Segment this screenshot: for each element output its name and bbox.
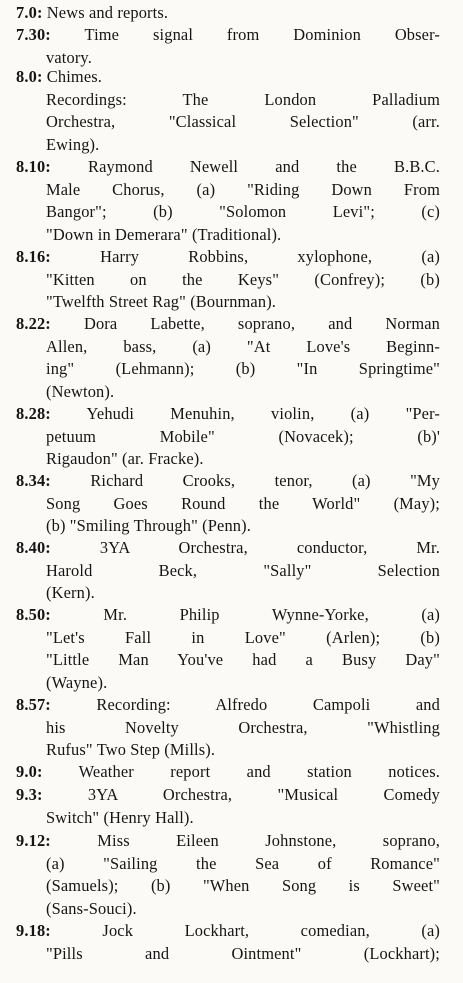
program-line <box>16 604 440 627</box>
program-line: petuum Mobile" (Novacek); (b)' <box>46 426 440 446</box>
program-line: Switch" (Henry Hall). <box>46 807 194 827</box>
program-line: (Wayne). <box>46 672 108 692</box>
program-entry <box>16 537 440 605</box>
program-line: Harold Beck, "Sally" Selection <box>46 560 440 580</box>
program-line <box>16 470 440 493</box>
program-line: Rufus" Two Step (Mills). <box>46 740 216 760</box>
program-line: his Novelty Orchestra, "Whistling <box>46 717 440 737</box>
program-line <box>16 2 440 25</box>
program-entry <box>16 830 440 920</box>
program-text: Mr. Philip Wynne-Yorke, (a) <box>50 605 440 624</box>
program-time: 8.10: <box>16 157 51 176</box>
program-text: Chimes. <box>42 67 103 86</box>
program-text: Richard Crooks, tenor, (a) "My <box>50 471 440 490</box>
program-line <box>16 920 440 943</box>
program-line: (b) "Smiling Through" (Penn). <box>46 516 251 536</box>
program-time: 8.57: <box>16 695 51 714</box>
program-entry <box>16 694 440 762</box>
program-text: Yehudi Menuhin, violin, (a) "Per- <box>50 404 440 423</box>
program-time: 8.34: <box>16 471 51 490</box>
program-line <box>16 24 440 47</box>
program-line: Allen, bass, (a) "At Love's Beginn- <box>46 336 440 356</box>
program-line <box>16 403 440 426</box>
program-entry <box>16 470 440 538</box>
program-line: "Down in Demerara" (Traditional). <box>46 224 282 244</box>
program-line <box>16 313 440 336</box>
program-text: Jock Lockhart, comedian, (a) <box>50 921 440 940</box>
program-time: 8.22: <box>16 314 51 333</box>
program-text: Time signal from Dominion Obser- <box>50 25 440 44</box>
program-line: "Little Man You've had a Busy Day" <box>46 650 440 670</box>
program-text: Raymond Newell and the B.B.C. <box>50 157 440 176</box>
program-line: (Sans-Souci). <box>46 898 137 918</box>
program-time: 8.50: <box>16 605 51 624</box>
program-line <box>16 830 440 853</box>
program-line: (Newton). <box>46 381 115 401</box>
program-time: 9.12: <box>16 831 51 850</box>
program-entry <box>16 66 440 156</box>
program-entry <box>16 313 440 403</box>
program-line <box>16 694 440 717</box>
program-time: 9.18: <box>16 921 51 940</box>
program-entry <box>16 24 440 69</box>
program-line: vatory. <box>46 47 92 67</box>
program-time: 7.30: <box>16 25 51 44</box>
program-line: Male Chorus, (a) "Riding Down From <box>46 179 440 199</box>
program-line: Orchestra, "Classical Selection" (arr. <box>46 112 440 132</box>
program-entry <box>16 156 440 246</box>
program-time: 9.0: <box>16 762 43 781</box>
program-line <box>16 761 440 784</box>
program-line <box>16 156 440 179</box>
program-text: Weather report and station notices. <box>42 762 440 781</box>
program-entry <box>16 246 440 314</box>
program-entry <box>16 761 440 784</box>
program-text: Miss Eileen Johnstone, soprano, <box>50 831 440 850</box>
program-line: ing" (Lehmann); (b) "In Springtime" <box>46 359 440 379</box>
program-line <box>16 66 440 89</box>
program-time: 8.40: <box>16 538 51 557</box>
program-line: Bangor"; (b) "Solomon Levi"; (c) <box>46 202 440 222</box>
program-text: News and reports. <box>42 3 169 22</box>
program-line: Recordings: The London Palladium <box>46 89 440 109</box>
program-entry <box>16 920 440 965</box>
program-line <box>16 246 440 269</box>
program-line: Rigaudon" (ar. Fracke). <box>46 449 204 469</box>
program-time: 8.0: <box>16 67 43 86</box>
program-time: 8.16: <box>16 247 51 266</box>
program-line: (Kern). <box>46 583 95 603</box>
program-line <box>16 537 440 560</box>
program-time: 8.28: <box>16 404 51 423</box>
program-text: 3YA Orchestra, "Musical Comedy <box>42 785 440 804</box>
program-text: 3YA Orchestra, conductor, Mr. <box>50 538 440 557</box>
program-line: Ewing). <box>46 134 100 154</box>
program-line: "Kitten on the Keys" (Confrey); (b) <box>46 269 440 289</box>
program-line: "Twelfth Street Rag" (Bournman). <box>46 292 277 312</box>
program-text: Dora Labette, soprano, and Norman <box>50 314 440 333</box>
program-line: (Samuels); (b) "When Song is Sweet" <box>46 876 440 896</box>
program-line <box>16 784 440 807</box>
program-text: Recording: Alfredo Campoli and <box>50 695 440 714</box>
program-line: "Let's Fall in Love" (Arlen); (b) <box>46 627 440 647</box>
program-time: 7.0: <box>16 3 43 22</box>
program-line: Song Goes Round the World" (May); <box>46 493 440 513</box>
program-entry <box>16 2 440 25</box>
program-entry <box>16 403 440 471</box>
program-entry <box>16 784 440 829</box>
program-line: "Pills and Ointment" (Lockhart); <box>46 943 440 963</box>
program-time: 9.3: <box>16 785 43 804</box>
program-line: (a) "Sailing the Sea of Romance" <box>46 853 440 873</box>
program-text: Harry Robbins, xylophone, (a) <box>50 247 440 266</box>
program-entry <box>16 604 440 694</box>
